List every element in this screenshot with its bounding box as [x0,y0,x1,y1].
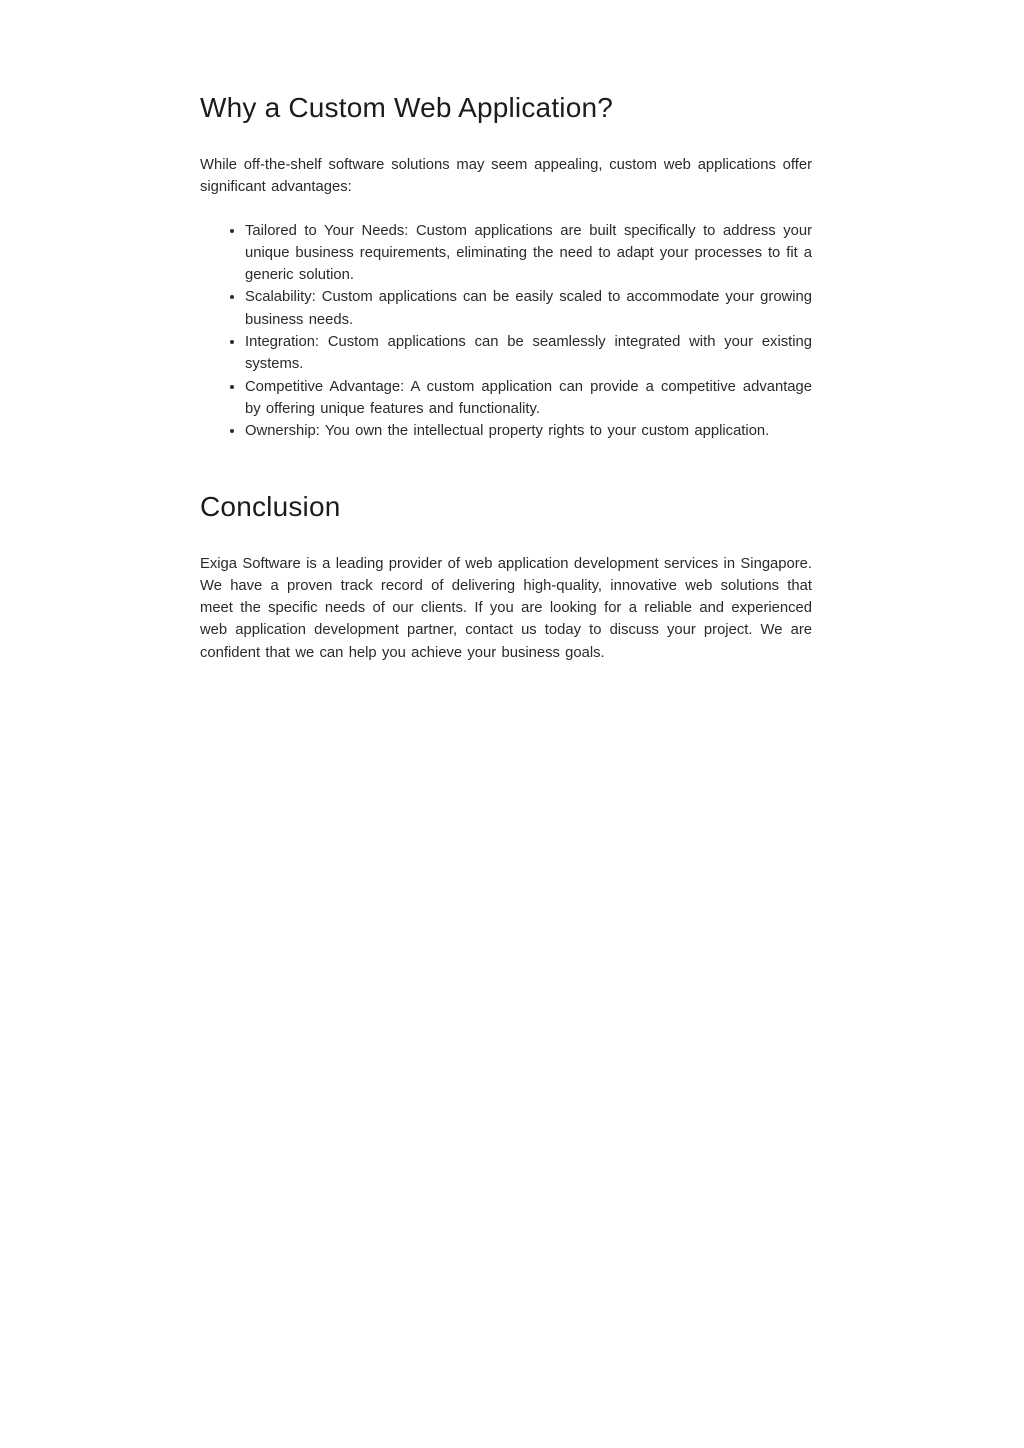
advantages-list [200,220,812,443]
list-item-integration: • Integration: Custom applications can be seamlessly integrated with your existing systems. [245,331,812,376]
list-item-ownership: • Ownership: You own the intellectual property rights to your custom application. [245,420,812,442]
heading-conclusion: Conclusion [200,490,341,522]
list-item-tailored-to-your-needs: • Tailored to Your Needs: Custom applications are built specifically to address your unique business requirements, eliminating the need to adapt your processes to fit a generic solution. [245,220,812,287]
list-item-competitive-advantage: • Competitive Advantage: A custom application can provide a competitive advantage by offering unique features and functionality. [245,376,812,421]
list-item-scalability: • Scalability: Custom applications can be easily scaled to accommodate your growing business needs. [245,286,812,331]
document-page [0,0,812,664]
heading-why-custom-web-application: Why a Custom Web Application? [200,92,614,123]
section-why-custom-web-application [200,91,812,443]
paragraph-intro: While off-the-shelf software solutions may seem appealing, custom web applications offer significant advantages: [200,157,812,196]
section-conclusion [200,490,812,664]
paragraph-conclusion: Exiga Software is a leading provider of web application development services in Singapore. We have a proven track record of delivering high-quality, innovative web solutions that meet the specific needs of our clients. If you are looking for a reliable and experienced web application development partner, contact us today to discuss your project. We are confident that we can help you achieve your business goals. [200,555,812,661]
